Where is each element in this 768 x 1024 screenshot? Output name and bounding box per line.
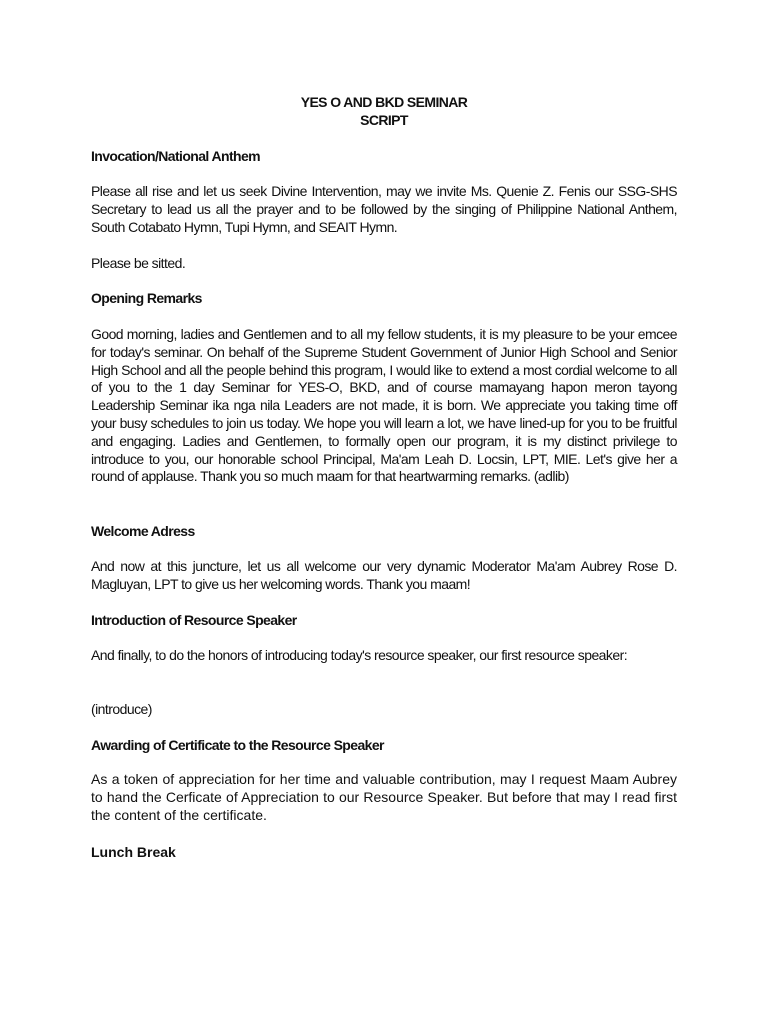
section-heading-invocation: Invocation/National Anthem (91, 148, 261, 164)
section-heading-lunch-break: Lunch Break (91, 844, 176, 860)
paragraph-resource-speaker-intro: And finally, to do the honors of introducing today's resource speaker, our first resource speaker: (91, 647, 628, 663)
paragraph-awarding-certificate: As a token of appreciation for her time and valuable contribution, may I request Maam Aubrey to hand the Cerficate of Appreciation to our Resource Speaker. But before that may I read first the content of the certificate. (91, 771, 677, 823)
paragraph-please-be-sitted: Please be sitted. (91, 255, 186, 271)
document-title: YES O AND BKD SEMINAR (300, 94, 468, 110)
paragraph-introduce: (introduce) (91, 701, 152, 717)
paragraph-welcome-address: And now at this juncture, let us all welcome our very dynamic Moderator Ma'am Aubrey Rose D. Magluyan, LPT to give us her welcoming words. Thank you maam! (91, 558, 677, 592)
section-heading-resource-speaker-intro: Introduction of Resource Speaker (91, 612, 297, 628)
section-heading-awarding-certificate: Awarding of Certificate to the Resource Speaker (91, 737, 384, 753)
paragraph-opening-remarks: Good morning, ladies and Gentlemen and to all my fellow students, it is my pleasure to be your emcee for today's seminar. On behalf of the Supreme Student Government of Junior High School and Senior High School and all the people behind this program, I would like to extend a most cordial welcome to all of you to the 1 day Seminar for YES-O, BKD, and of course mamayang hapon meron tayong Leadership Seminar ika nga nila Leaders are not made, it is born. We appreciate you taking time off your busy schedules to join us today. We hope you will learn a lot, we have lined-up for you to be fruitful and engaging. Ladies and Gentlemen, to formally open our program, it is my distinct privilege to introduce to you, our honorable school Principal, Ma'am Leah D. Locsin, LPT, MIE. Let's give her a round of applause. Thank you so much maam for that heartwarming remarks. (adlib) (91, 326, 677, 485)
section-heading-welcome-address: Welcome Adress (91, 523, 195, 539)
paragraph-invocation: Please all rise and let us seek Divine Intervention, may we invite Ms. Quenie Z. Fenis our SSG-SHS Secretary to lead us all the prayer and to be followed by the singing of Philippine National Anthem, South Cotabato Hymn, Tupi Hymn, and SEAIT Hymn. (91, 183, 677, 235)
document-subtitle: SCRIPT (360, 112, 408, 128)
section-heading-opening-remarks: Opening Remarks (91, 290, 202, 306)
